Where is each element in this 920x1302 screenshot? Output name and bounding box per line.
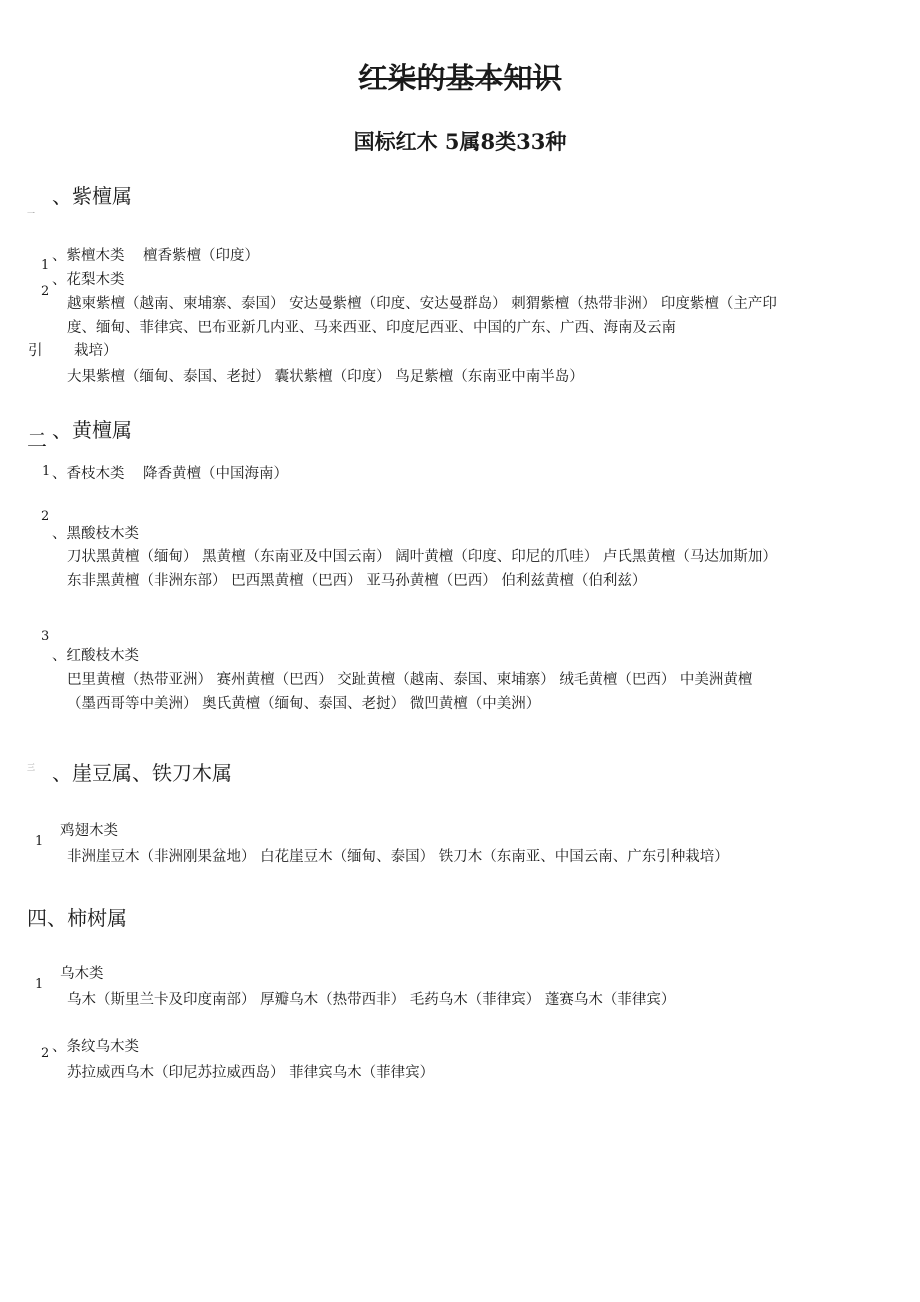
group-4-2-label: 、条纹乌木类 <box>52 1039 139 1055</box>
group-4-1-label: 乌木类 <box>60 966 104 982</box>
group-3-1-number: 1 <box>35 834 44 849</box>
group-3-1-line: 非洲崖豆木（非洲刚果盆地） 白花崖豆木（缅甸、泰国） 铁刀木（东南亚、中国云南、广东引种栽培） <box>67 849 729 865</box>
group-1-1-line: 檀香紫檀（印度） <box>143 248 259 264</box>
group-4-2-number: 2 <box>41 1046 50 1061</box>
section-3-mark: 三 <box>27 763 35 772</box>
group-1-2-line-3: 栽培） <box>74 343 118 359</box>
page-subtitle: 国标红木 5属8类33种 <box>353 129 567 154</box>
group-3-1-label: 鸡翅木类 <box>60 823 118 839</box>
group-2-1-line: 降香黄檀（中国海南） <box>143 466 288 482</box>
page-title: 红柒的基本知识 <box>358 61 562 95</box>
section-3-heading: 、崖豆属、铁刀木属 <box>52 761 232 785</box>
section-1-mark: 一 <box>27 209 35 218</box>
group-2-3-line-1: 巴里黄檀（热带亚洲） 赛州黄檀（巴西） 交趾黄檀（越南、泰国、柬埔寨） 绒毛黄檀（巴西） 中美洲黄檀 <box>67 672 753 688</box>
section-2-heading: 、黄檀属 <box>52 418 132 442</box>
group-4-1-line: 乌木（斯里兰卡及印度南部） 厚瓣乌木（热带西非） 毛药乌木（菲律宾） 蓬赛乌木（菲律宾） <box>67 992 676 1008</box>
group-1-1-label: 、紫檀木类 <box>52 248 125 264</box>
group-1-2-line-1: 越柬紫檀（越南、柬埔寨、泰国） 安达曼紫檀（印度、安达曼群岛） 刺猬紫檀（热带非洲） 印度紫檀（主产印 <box>67 296 777 312</box>
section-4-heading: 四、柿树属 <box>27 906 127 930</box>
group-1-2-side: 引 <box>28 343 43 359</box>
group-2-2-line-2: 东非黑黄檀（非洲东部） 巴西黑黄檀（巴西） 亚马孙黄檀（巴西） 伯利兹黄檀（伯利兹） <box>67 573 647 589</box>
group-2-1-number: 1 <box>42 464 51 479</box>
group-4-1-number: 1 <box>35 977 44 992</box>
group-4-2-line: 苏拉威西乌木（印尼苏拉威西岛） 菲律宾乌木（菲律宾） <box>67 1065 435 1081</box>
section-2-mark: 二 <box>27 428 47 452</box>
group-2-3-line-2: （墨西哥等中美洲） 奥氏黄檀（缅甸、泰国、老挝） 微凹黄檀（中美洲） <box>67 696 541 712</box>
group-1-2-number: 2 <box>41 284 50 299</box>
group-2-2-number: 2 <box>41 509 50 524</box>
group-2-2-label: 、黑酸枝木类 <box>52 526 139 542</box>
group-1-2-label: 、花梨木类 <box>52 272 125 288</box>
section-1-heading: 、紫檀属 <box>52 184 132 208</box>
group-1-2-line-4: 大果紫檀（缅甸、泰国、老挝） 囊状紫檀（印度） 鸟足紫檀（东南亚中南半岛） <box>67 369 584 385</box>
group-2-1-label: 、香枝木类 <box>52 466 125 482</box>
group-2-2-line-1: 刀状黑黄檀（缅甸） 黑黄檀（东南亚及中国云南） 阔叶黄檀（印度、印尼的爪哇） 卢氏黑黄檀（马达加斯加） <box>67 549 777 565</box>
group-2-3-number: 3 <box>41 629 50 644</box>
group-1-2-line-2: 度、缅甸、菲律宾、巴布亚新几内亚、马来西亚、印度尼西亚、中国的广东、广西、海南及云南 <box>67 320 676 336</box>
group-2-3-label: 、红酸枝木类 <box>52 648 139 664</box>
group-1-1-number: 1 <box>41 258 50 273</box>
